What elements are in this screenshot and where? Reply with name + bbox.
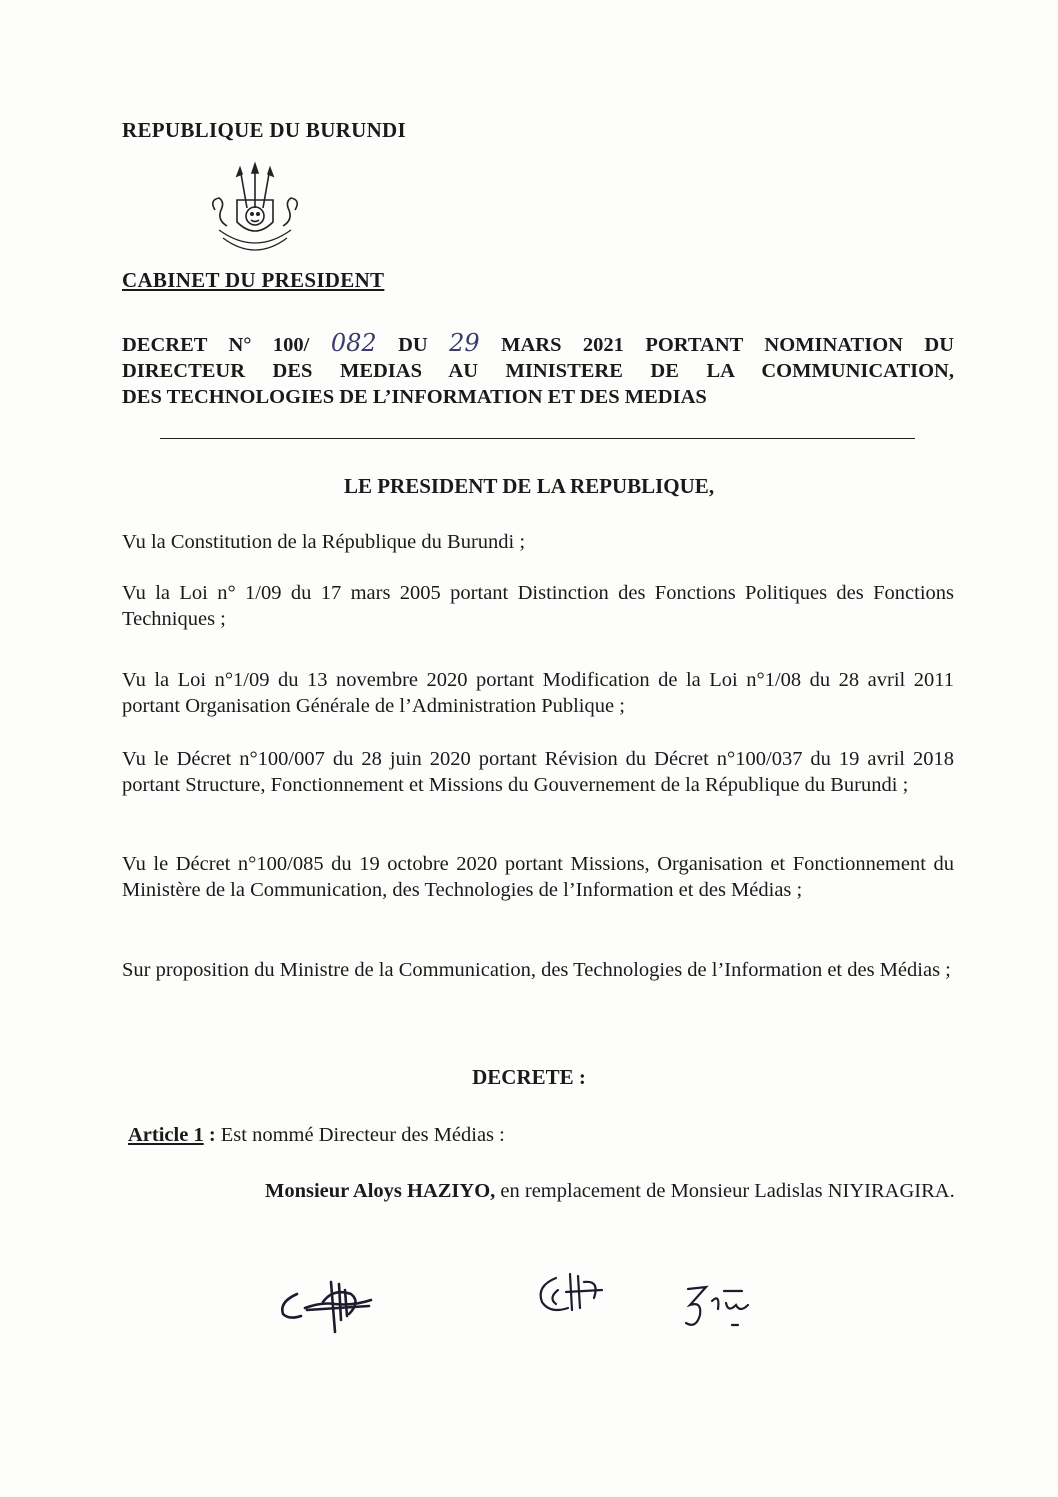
country-heading: REPUBLIQUE DU BURUNDI bbox=[122, 118, 406, 142]
consideration-5: Vu le Décret n°100/085 du 19 octobre 2020 portant Missions, Organisation et Fonctionnement du Ministère de la Communication, des Technologies de l’Information et des Médias ; bbox=[122, 853, 954, 901]
nominee-paragraph bbox=[265, 1178, 955, 1204]
signature-3 bbox=[680, 1275, 755, 1335]
signature-2 bbox=[530, 1268, 615, 1323]
handwritten-day: 29 bbox=[449, 329, 480, 357]
president-heading: LE PRESIDENT DE LA REPUBLIQUE, bbox=[343, 474, 715, 498]
decree-title-line-2: DIRECTEUR DES MEDIAS AU MINISTERE DE LA COMMUNICATION, bbox=[122, 360, 954, 382]
decree-title-line-1 bbox=[122, 330, 954, 358]
article-1-label: Article 1 bbox=[128, 1124, 204, 1146]
coat-of-arms-emblem bbox=[205, 160, 305, 260]
article-1-colon: : bbox=[203, 1124, 216, 1146]
consideration-2: Vu la Loi n° 1/09 du 17 mars 2005 portant Distinction des Fonctions Politiques des Fonctions Techniques ; bbox=[122, 582, 954, 630]
decree-title-line-1-rest: MARS 2021 PORTANT NOMINATION DU bbox=[479, 334, 954, 356]
decree-title bbox=[122, 330, 954, 410]
nominee-name: Monsieur Aloys HAZIYO, bbox=[265, 1180, 496, 1202]
consideration-1: Vu la Constitution de la République du Burundi ; bbox=[122, 531, 526, 553]
decree-title-line-3: DES TECHNOLOGIES DE L’INFORMATION ET DES MEDIAS bbox=[122, 386, 707, 408]
decree-number-prefix: DECRET N° 100/ bbox=[122, 334, 331, 356]
title-divider bbox=[160, 438, 915, 439]
article-1-text: Est nommé Directeur des Médias : bbox=[215, 1124, 505, 1146]
consideration-4: Vu le Décret n°100/007 du 28 juin 2020 portant Révision du Décret n°100/037 du 19 avril 2018 portant Structure, Fonctionnement et Missions du Gouvernement de la République du Burundi ; bbox=[122, 748, 954, 796]
article-1 bbox=[128, 1124, 505, 1147]
decrete-heading: DECRETE : bbox=[472, 1065, 586, 1089]
nominee-replacement-text: en remplacement de Monsieur Ladislas NIYIRAGIRA. bbox=[495, 1180, 955, 1202]
consideration-3: Vu la Loi n°1/09 du 13 novembre 2020 portant Modification de la Loi n°1/08 du 28 avril 2011 portant Organisation Générale de l’Administration Publique ; bbox=[122, 669, 954, 717]
signature-1 bbox=[275, 1272, 380, 1337]
cabinet-heading: CABINET DU PRESIDENT bbox=[122, 268, 385, 292]
consideration-6: Sur proposition du Ministre de la Communication, des Technologies de l’Information et des Médias ; bbox=[122, 959, 951, 981]
handwritten-decree-number: 082 bbox=[330, 329, 377, 357]
decree-du: DU bbox=[376, 334, 450, 356]
